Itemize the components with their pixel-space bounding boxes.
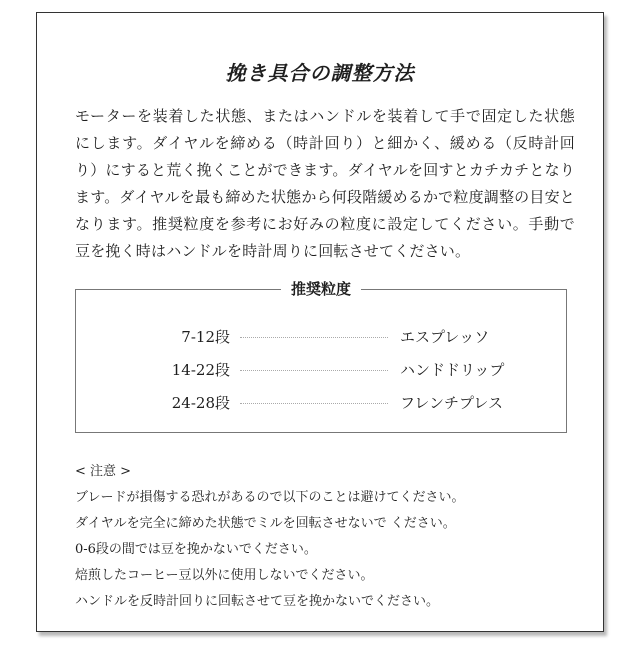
- grind-range: 14-22段: [171, 361, 230, 379]
- dotted-leader: [240, 337, 388, 338]
- grind-range: 7-12段: [181, 328, 230, 346]
- grind-method: エスプレッソ: [400, 328, 490, 346]
- grind-method: ハンドドリップ: [400, 361, 505, 379]
- caution-item: 0-6段の間では豆を挽かないでください。: [75, 542, 317, 557]
- recommended-grind-box: [75, 280, 567, 433]
- grind-range: 24-28段: [171, 394, 230, 412]
- grind-row-hand-drip: [76, 357, 566, 381]
- caution-item: ダイヤルを完全に締めた状態でミルを回転させないで ください。: [75, 516, 456, 531]
- description-paragraph: モーターを装着した状態、またはハンドルを装着して手で固定した状態にします。ダイヤルを締める（時計回り）と細かく、緩める（反時計回り）にすると荒く挽くことができます。ダイヤルを回すとカチカチとなります。ダイヤルを最も締めた状態から何段階緩めるかで粒度調整の目安となります。推奨粒度を参考にお好みの粒度に設定してください。手動で豆を挽く時はハンドルを時計周りに回転させてください。: [75, 107, 575, 260]
- caution-notes: [75, 459, 575, 615]
- recommended-grind-title: 推奨粒度: [281, 278, 361, 299]
- grind-row-espresso: [76, 324, 566, 348]
- caution-heading: < 注意 >: [75, 464, 132, 479]
- dotted-leader: [240, 403, 388, 404]
- caution-item: ハンドルを反時計回りに回転させて豆を挽かないでください。: [75, 594, 440, 609]
- grind-row-french-press: [76, 390, 566, 414]
- caution-item: ブレードが損傷する恐れがあるので以下のことは避けてください。: [75, 490, 465, 505]
- instruction-card: [36, 12, 604, 632]
- caution-item: 焙煎したコーヒー豆以外に使用しないでください。: [75, 568, 374, 583]
- page-title: 挽き具合の調整方法: [225, 61, 415, 85]
- dotted-leader: [240, 370, 388, 371]
- grind-method: フレンチプレス: [400, 394, 503, 412]
